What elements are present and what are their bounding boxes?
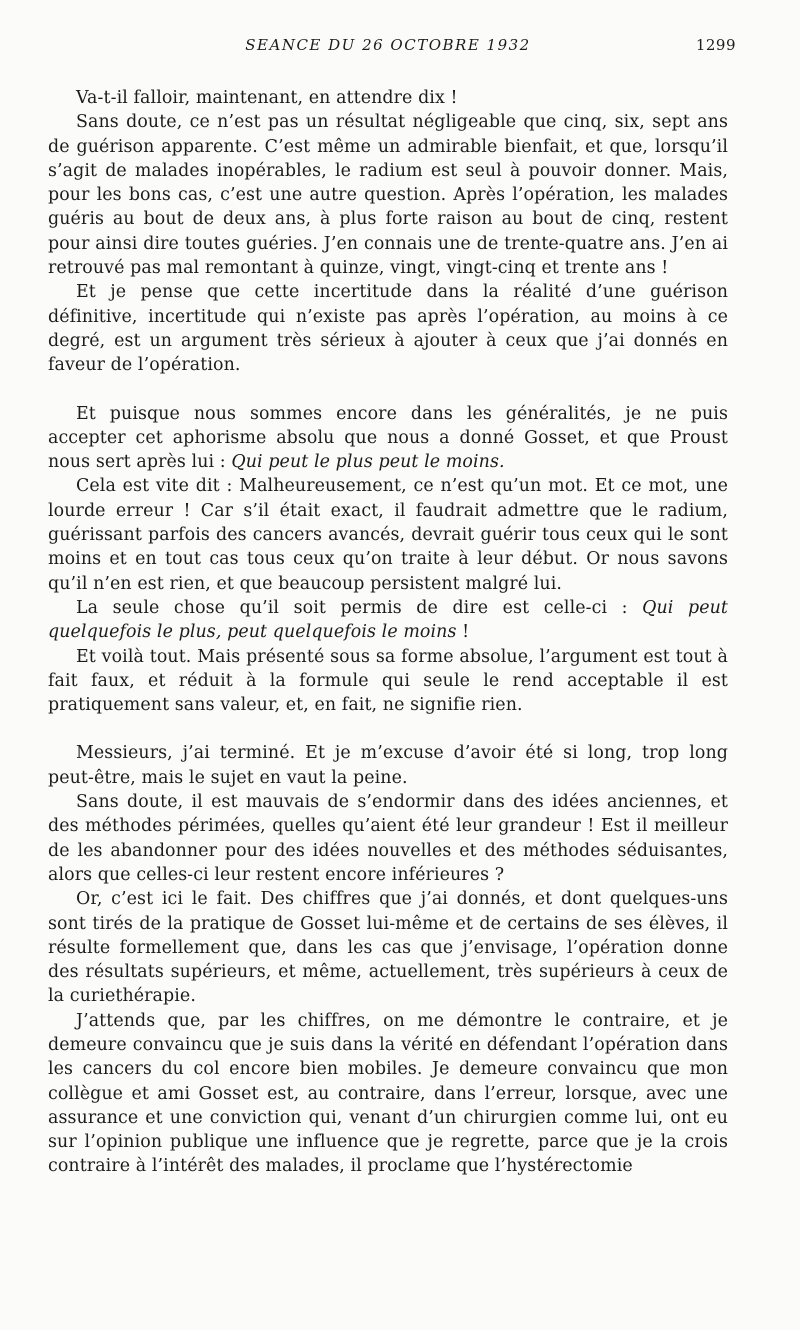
page-number: 1299 — [695, 36, 736, 54]
paragraph-5: Cela est vite dit : Malheureusement, ce n’est qu’un mot. Et ce mot, une lourde erreur ! Car s’il était exact, il faudrait admettre que le radium, guérissant parfois des cancers avancés, devrait guérir tous ceux qui le sont moins et en tout cas tous ceux qu’on traite à leur début. Or nous savons qu’il n’en est rien, et que beaucoup persistent malgré lui. — [48, 476, 728, 594]
paragraph-11: J’attends que, par les chiffres, on me démontre le contraire, et je demeure convaincu que je suis dans la vérité en défendant l’opération dans les cancers du col encore bien mobiles. Je demeure convaincu que mon collègue et ami Gosset est, au contraire, dans l’erreur, lorsque, avec une assurance et une conviction qui, venant d’un chirurgien comme lui, ont eu sur l’opinion publique une influence que je regrette, parce que je la crois contraire à l’intérêt des malades, il proclame que l’hystérectomie — [48, 1010, 728, 1177]
paragraph-3: Et je pense que cette incertitude dans la réalité d’une guérison définitive, incertitude qui n’existe pas après l’opération, au moins à ce degré, est un argument très sérieux à ajouter à ceux que j’ai donnés en faveur de l’opération. — [48, 282, 728, 376]
aphorism-quote: Qui peut le plus peut le moins. — [231, 452, 505, 473]
running-head: SEANCE DU 26 OCTOBRE 1932 — [245, 36, 531, 54]
page-header — [48, 36, 736, 58]
paragraph-2: Sans doute, ce n’est pas un résultat négligeable que cinq, six, sept ans de guérison apparente. C’est même un admirable bienfait, et que, lorsqu’il s’agit de malades inopérables, le radium est seul à pouvoir donner. Mais, pour les bons cas, c’est une autre question. Après l’opération, les malades guéris au bout de deux ans, à plus forte raison au bout de cinq, restent pour ainsi dire toutes guéries. J’en connais une de trente-quatre ans. J’en ai retrouvé pas mal remontant à quinze, vingt, vingt-cinq et trente ans ! — [48, 112, 728, 279]
paragraph-6-tail: ! — [456, 622, 470, 643]
paragraph-1: Va-t-il falloir, maintenant, en attendre dix ! — [76, 88, 458, 108]
paragraph-6-text: La seule chose qu’il soit permis de dire est celle-ci : — [76, 597, 643, 618]
paragraph-9: Sans doute, il est mauvais de s’endormir dans des idées anciennes, et des méthodes périmées, quelles qu’aient été leur grandeur ! Est il meilleur de les abandonner pour des idées nouvelles et des méthodes séduisantes, alors que celles-ci leur restent encore inférieures ? — [48, 792, 728, 885]
paragraph-4-text: Et puisque nous sommes encore dans les généralités, je ne puis accepter cet aphorisme absolu que nous a donné Gosset, et que Proust nous sert après lui : — [48, 403, 728, 473]
document-page — [48, 36, 736, 1179]
paragraph-6 — [48, 596, 728, 645]
paragraph-8: Messieurs, j’ai terminé. Et je m’excuse d’avoir été si long, trop long peut-être, mais le sujet en vaut la peine. — [48, 743, 728, 788]
paragraph-7: Et voilà tout. Mais présenté sous sa forme absolue, l’argument est tout à fait faux, et réduit à la formule qui seule le rend acceptable il est pratiquement sans valeur, et, en fait, ne signifie rien. — [48, 646, 728, 716]
body-text — [48, 86, 728, 1179]
corrected-aphorism: Qui peut quelquefois le plus, peut quelquefois le moins — [48, 597, 728, 643]
paragraph-4 — [48, 402, 728, 475]
paragraph-10: Or, c’est ici le fait. Des chiffres que j’ai donnés, et dont quelques-uns sont tirés de la pratique de Gosset lui-même et de certains de ses élèves, il résulte formellement que, dans les cas que j’envisage, l’opération donne des résultats supérieurs, et même, actuellement, très supérieurs à ceux de la curiethérapie. — [48, 889, 728, 1007]
